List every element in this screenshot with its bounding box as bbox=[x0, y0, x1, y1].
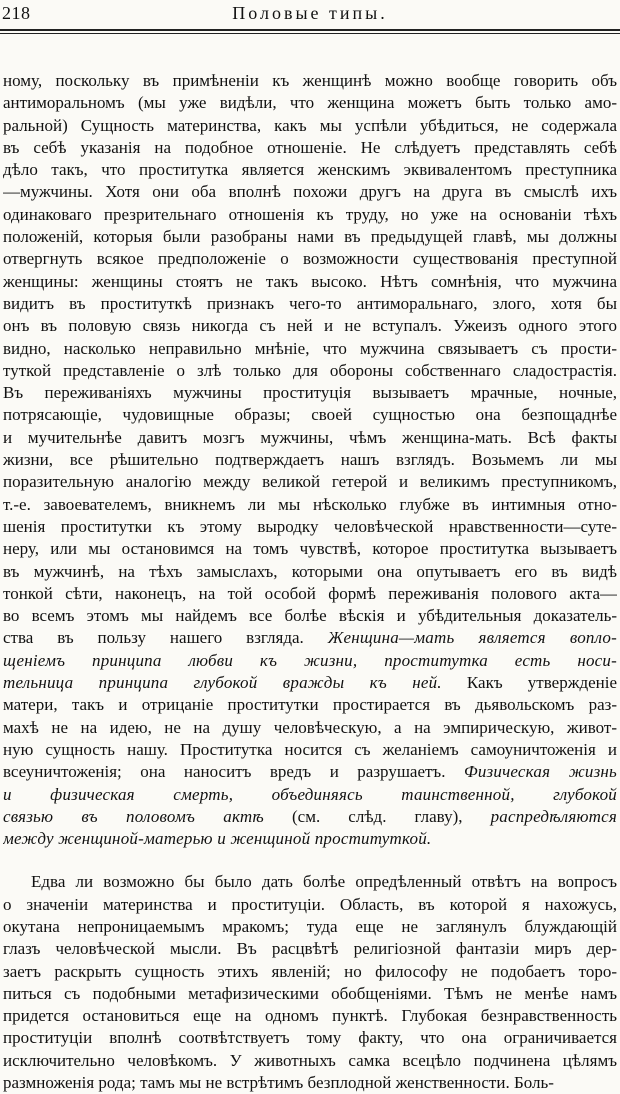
text-line bbox=[3, 538, 617, 560]
text-line bbox=[3, 92, 617, 114]
text-segment: во всемъ этомъ мы найдемъ все болѣе вѣскія и убѣдительныя доказатель- bbox=[3, 606, 617, 626]
text-line bbox=[3, 894, 617, 916]
running-head: Половые типы. bbox=[232, 3, 388, 23]
text-segment: о значеніи материнства и проституціи. Область, въ которой я нахожусь, bbox=[3, 894, 617, 914]
text-line bbox=[3, 672, 617, 694]
text-line bbox=[3, 916, 617, 938]
text-line bbox=[3, 828, 617, 850]
text-line bbox=[3, 226, 617, 248]
text-line bbox=[3, 70, 617, 92]
text-line bbox=[3, 650, 617, 672]
text-segment: видно, насколько неправильно мнѣніе, что мужчина связываетъ съ прости- bbox=[3, 338, 617, 358]
text-line bbox=[3, 382, 617, 404]
text-line bbox=[3, 938, 617, 960]
text-segment: положеній, которыя были разобраны нами въ предыдущей главѣ, мы должны bbox=[3, 227, 617, 247]
italic-segment: и физическая смерть, объединяясь таинственной, глубокой bbox=[3, 784, 617, 804]
header-rule-thick bbox=[0, 29, 620, 31]
text-segment: ному, поскольку въ примѣненіи къ женщинѣ можно вообще говорить объ bbox=[3, 71, 617, 90]
text-line bbox=[3, 427, 617, 449]
text-segment: неру, или мы остановимся на томъ чувствѣ, которое проститутка вызываетъ bbox=[3, 539, 617, 559]
text-segment: матери, такъ и отрицаніе проститутки простирается въ дьявольскомъ раз- bbox=[3, 695, 617, 715]
text-segment: поразительную аналогію между великой гетерой и великимъ преступникомъ, bbox=[3, 472, 617, 492]
text-line bbox=[3, 1005, 617, 1027]
text-line bbox=[3, 360, 617, 382]
text-segment: жизни, все рѣшительно подтверждаетъ нашъ взглядъ. Возьмемъ ли мы bbox=[3, 450, 617, 470]
text-segment: туткой представленіе о злѣ только для обороны собственнаго сладострастія. bbox=[3, 360, 617, 380]
body-text bbox=[3, 70, 617, 1094]
text-line bbox=[3, 204, 617, 226]
text-line bbox=[3, 1027, 617, 1049]
italic-segment: Физическая жизнь bbox=[463, 762, 617, 782]
text-segment: и мучительнѣе давитъ мозгъ мужчины, чѣмъ женщина-мать. Всѣ факты bbox=[3, 427, 617, 447]
text-segment: дѣло такъ, что проститутка является женскимъ эквивалентомъ преступника bbox=[3, 160, 617, 180]
text-line bbox=[3, 137, 617, 159]
text-segment: заетъ раскрыть сущность этихъ явленій; но философу не подобаетъ торо- bbox=[3, 961, 617, 981]
text-segment: видитъ въ проституткѣ признакъ чего-то антиморальнаго, злого, хотя бы bbox=[3, 293, 617, 313]
text-segment: шенія проститутки къ этому выродку человѣческой нравственности—суте- bbox=[3, 516, 617, 536]
text-segment: махѣ не на идею, не на душу человѣческую, а на эмпирическую, живот- bbox=[3, 717, 617, 737]
text-line bbox=[3, 516, 617, 538]
text-line bbox=[3, 739, 617, 761]
text-segment: ную сущность нашу. Проститутка носится съ желаніемъ самоуничтоженія и bbox=[3, 739, 617, 759]
text-line bbox=[3, 248, 617, 270]
text-line bbox=[3, 471, 617, 493]
text-segment: проституціи вполнѣ соотвѣтствуетъ тому факту, что она ограничивается bbox=[3, 1028, 617, 1048]
text-line bbox=[3, 449, 617, 471]
italic-segment: между женщиной-матерью и женщиной проституткой. bbox=[3, 829, 432, 849]
text-line bbox=[3, 806, 617, 828]
text-line bbox=[3, 181, 617, 203]
text-line bbox=[3, 404, 617, 426]
text-line bbox=[3, 1050, 617, 1072]
paragraph-2 bbox=[3, 871, 617, 1094]
text-segment: т.-е. завоевателемъ, вникнемъ ли мы нѣсколько глубже въ интимныя отно- bbox=[3, 494, 617, 514]
text-line bbox=[3, 761, 617, 783]
text-line bbox=[3, 627, 617, 649]
text-segment: исключительно человѣкомъ. У животныхъ самка всецѣло подчинена цѣлямъ bbox=[3, 1050, 617, 1070]
text-line bbox=[3, 561, 617, 583]
italic-segment: Женщина—мать является вопло- bbox=[327, 628, 617, 648]
text-line bbox=[3, 494, 617, 516]
text-segment: антиморальномъ (мы уже видѣли, что женщина можетъ быть только амо- bbox=[3, 93, 617, 113]
text-line bbox=[3, 338, 617, 360]
paragraph-gap bbox=[3, 850, 617, 871]
text-segment: Едва ли возможно бы было дать болѣе опредѣленный отвѣтъ на вопросъ bbox=[31, 872, 617, 892]
page-number: 218 bbox=[2, 3, 31, 23]
text-line bbox=[3, 694, 617, 716]
text-line bbox=[3, 1072, 617, 1094]
text-segment: питься съ подобными метафизическими обобщеніями. Тѣмъ не менѣе намъ bbox=[3, 983, 617, 1003]
page-header bbox=[0, 0, 620, 34]
text-line bbox=[3, 583, 617, 605]
italic-segment: щеніемъ принципа любви къ жизни, проститутка есть носи- bbox=[3, 650, 617, 670]
text-line bbox=[3, 293, 617, 315]
text-segment: глазъ человѣческой мысли. Въ расцвѣтѣ религіозной фантазіи миръ дер- bbox=[3, 939, 617, 959]
text-segment: —мужчины. Хотя они оба вполнѣ похожи другъ на друга въ смыслѣ ихъ bbox=[3, 182, 617, 202]
text-segment: окутана непроницаемымъ мракомъ; туда еще не заглянулъ блуждающій bbox=[3, 916, 617, 936]
text-segment: Какъ утвержденіе bbox=[441, 673, 617, 693]
text-line bbox=[3, 871, 617, 893]
text-segment: потрясающіе, чудовищные образы; своей сущностью она безпощаднѣе bbox=[3, 405, 617, 425]
text-segment: онъ въ половую связь никогда съ ней и не вступалъ. Ужеизъ одного этого bbox=[3, 316, 617, 336]
text-segment: Въ переживаніяхъ мужчины проституція вызываетъ мрачные, ночные, bbox=[3, 383, 617, 403]
italic-segment: тельница принципа глубокой вражды къ ней. bbox=[3, 673, 442, 693]
text-line bbox=[3, 115, 617, 137]
text-segment: въ себѣ указанія на подобное отношеніе. Не слѣдуетъ представлять себѣ bbox=[3, 137, 617, 157]
text-segment: (см. слѣд. главу), bbox=[263, 806, 491, 826]
text-segment: размноженія рода; тамъ мы не встрѣтимъ безплодной женственности. Боль- bbox=[3, 1073, 554, 1093]
italic-segment: связью въ половомъ актѣ bbox=[3, 806, 264, 826]
text-line bbox=[3, 605, 617, 627]
text-segment: женщины: женщины стоятъ не такъ высоко. Нѣтъ сомнѣнія, что мужчина bbox=[3, 271, 617, 291]
text-line bbox=[3, 271, 617, 293]
text-segment: ства въ пользу нашего взгляда. bbox=[3, 628, 328, 648]
text-segment: тонкой сѣти, наконецъ, на той особой формѣ переживанія полового акта— bbox=[3, 583, 617, 603]
text-segment: всеуничтоженія; она наноситъ вредъ и разрушаетъ. bbox=[3, 762, 464, 782]
text-segment: придется остановиться еще на одномъ пунктѣ. Глубокая безнравственность bbox=[3, 1006, 617, 1026]
text-segment: отвергнуть всякое предположеніе о возможности существованія преступной bbox=[3, 249, 617, 269]
text-line bbox=[3, 717, 617, 739]
text-line bbox=[3, 315, 617, 337]
italic-segment: распредѣляются bbox=[490, 806, 617, 826]
text-line bbox=[3, 159, 617, 181]
text-segment: одинаковаго презрительнаго отношенія къ труду, но уже на основаніи тѣхъ bbox=[3, 204, 617, 224]
paragraph-1 bbox=[3, 70, 617, 850]
text-line bbox=[3, 983, 617, 1005]
text-line bbox=[3, 961, 617, 983]
header-rule-thin bbox=[0, 33, 620, 34]
text-segment: ральной) Сущность материнства, какъ мы успѣли убѣдиться, не содержала bbox=[3, 115, 617, 135]
text-segment: въ мужчинѣ, на тѣхъ замыслахъ, которыми она опутываетъ его въ видѣ bbox=[3, 561, 617, 581]
text-line bbox=[3, 784, 617, 806]
